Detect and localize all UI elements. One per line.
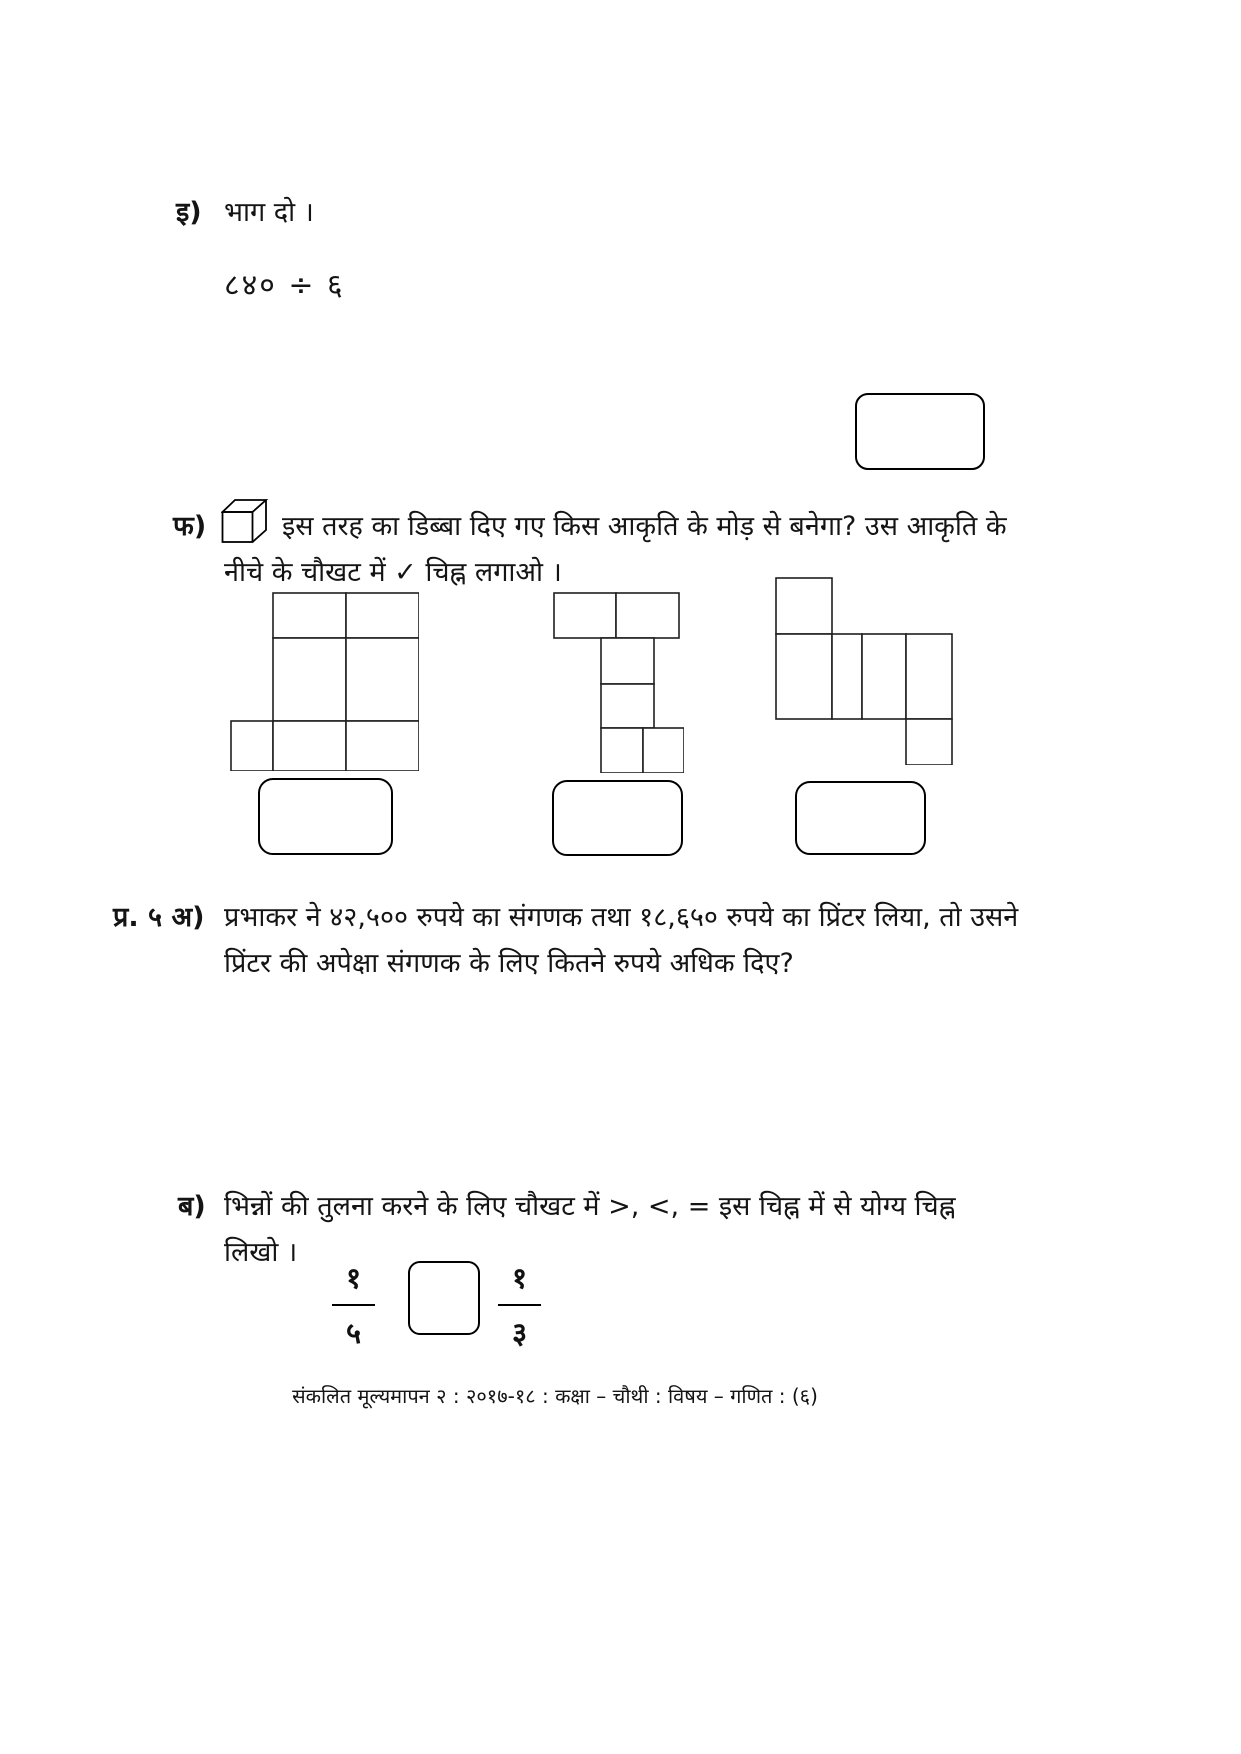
cube-net-option-1 — [230, 592, 419, 771]
question-pha-line1: इस तरह का डिब्बा दिए गए किस आकृति के मोड़ से बनेगा? उस आकृति के — [282, 511, 1007, 542]
question-ba-label: ब) — [178, 1191, 206, 1222]
question-i-label: इ) — [176, 197, 202, 228]
division-answer-box[interactable] — [855, 393, 985, 470]
fraction-left-numerator: १ — [346, 1261, 362, 1295]
division-expression: ८४० ÷ ६ — [224, 268, 345, 303]
question-5a-line2: प्रिंटर की अपेक्षा संगणक के लिए कितने रुपये अधिक दिए? — [224, 948, 794, 979]
cube-net-option-2 — [553, 592, 684, 773]
question-pha-label: फ) — [173, 511, 207, 542]
fraction-right-denominator: ३ — [498, 1304, 541, 1352]
net-answer-box-1[interactable] — [258, 778, 393, 855]
fraction-left — [332, 1258, 375, 1352]
question-5a-line1: प्रभाकर ने ४२,५०० रुपये का संगणक तथा १८,६५० रुपये का प्रिंटर लिया, तो उसने — [224, 902, 1019, 933]
question-ba-line2: लिखो । — [224, 1237, 298, 1268]
fraction-right — [498, 1258, 541, 1352]
comparison-sign-box[interactable] — [408, 1261, 480, 1335]
question-i-text: भाग दो । — [224, 197, 314, 228]
question-5a-label: प्र. ५ अ) — [113, 902, 205, 933]
question-ba-line1: भिन्नों की तुलना करने के लिए चौखट में >, <, = इस चिह्न में से योग्य चिह्न — [224, 1191, 956, 1222]
net-answer-box-3[interactable] — [795, 781, 926, 855]
footer-text: संकलित मूल्यमापन २ : २०१७-१८ : कक्षा – चौथी : विषय – गणित : (६) — [292, 1384, 818, 1408]
net-answer-box-2[interactable] — [552, 780, 683, 856]
question-pha-line2: नीचे के चौखट में ✓ चिह्न लगाओ । — [224, 557, 562, 588]
cube-icon — [221, 498, 273, 544]
fraction-left-denominator: ५ — [332, 1304, 375, 1352]
cube-net-option-3 — [775, 577, 953, 765]
fraction-right-numerator: १ — [512, 1261, 528, 1295]
